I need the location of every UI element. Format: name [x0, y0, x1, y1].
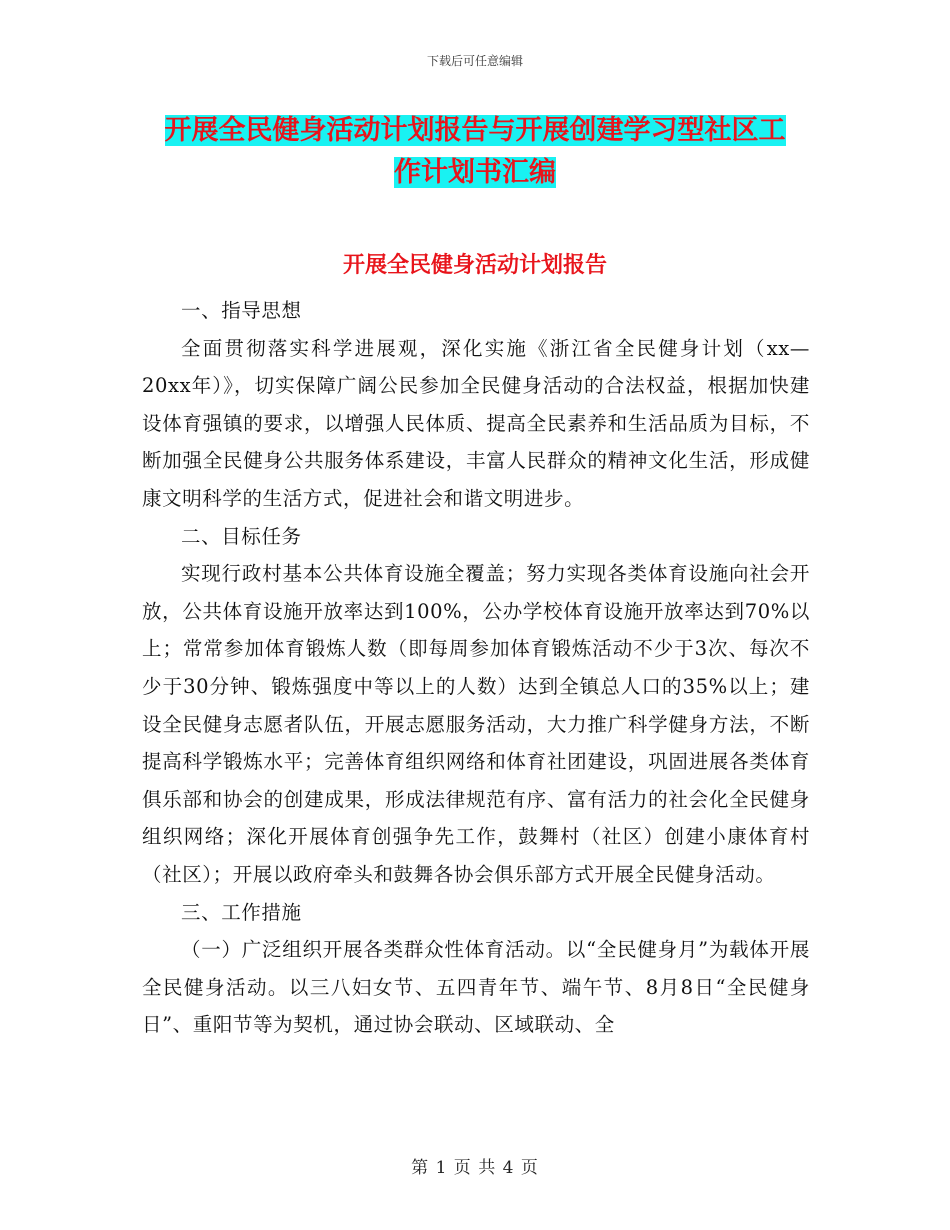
main-title — [140, 110, 810, 194]
heading-goals: 二、目标任务 — [181, 524, 302, 548]
main-title-line2: 作计划书汇编 — [394, 157, 556, 188]
page-header: 下载后可任意编辑 — [426, 54, 523, 68]
paragraph-guiding-thought: 全面贯彻落实科学进展观，深化实施《浙江省全民健身计划（xx—20xx年）》，切实保障广阔公民参加全民健身活动的合法权益，根据加快建设体育强镇的要求，以增强人民体质、提高全民素养和生活品质为目标，不断加强全民健身公共服务体系建设，丰富人民群众的精神文化生活，形成健康文明科学的生活方式，促进社会和谐文明进步。 — [142, 336, 810, 510]
page-footer: 第 1 页 共 4 页 — [411, 1158, 539, 1178]
heading-measures: 三、工作措施 — [181, 900, 302, 924]
document-body — [142, 292, 810, 1044]
paragraph-goals: 实现行政村基本公共体育设施全覆盖；努力实现各类体育设施向社会开放，公共体育设施开放率达到100%，公办学校体育设施开放率达到70%以上；常常参加体育锻炼人数（即每周参加体育锻炼活动不少于3次、每次不少于30分钟、锻炼强度中等以上的人数）达到全镇总人口的35%以上；建设全民健身志愿者队伍，开展志愿服务活动，大力推广科学健身方法，不断提高科学锻炼水平；完善体育组织网络和体育社团建设，巩固进展各类体育俱乐部和协会的创建成果，形成法律规范有序、富有活力的社会化全民健身组织网络；深化开展体育创强争先工作，鼓舞村（社区）创建小康体育村（社区）；开展以政府牵头和鼓舞各协会俱乐部方式开展全民健身活动。 — [142, 562, 810, 886]
paragraph-measures: （一）广泛组织开展各类群众性体育活动。以“全民健身月”为载体开展全民健身活动。以三八妇女节、五四青年节、端午节、8月8日“全民健身日”、重阳节等为契机，通过协会联动、区域联动、全 — [142, 938, 810, 1037]
section-title: 开展全民健身活动计划报告 — [342, 252, 607, 278]
heading-guiding-thought: 一、指导思想 — [181, 299, 302, 322]
main-title-line1: 开展全民健身活动计划报告与开展创建学习型社区工 — [164, 115, 786, 146]
